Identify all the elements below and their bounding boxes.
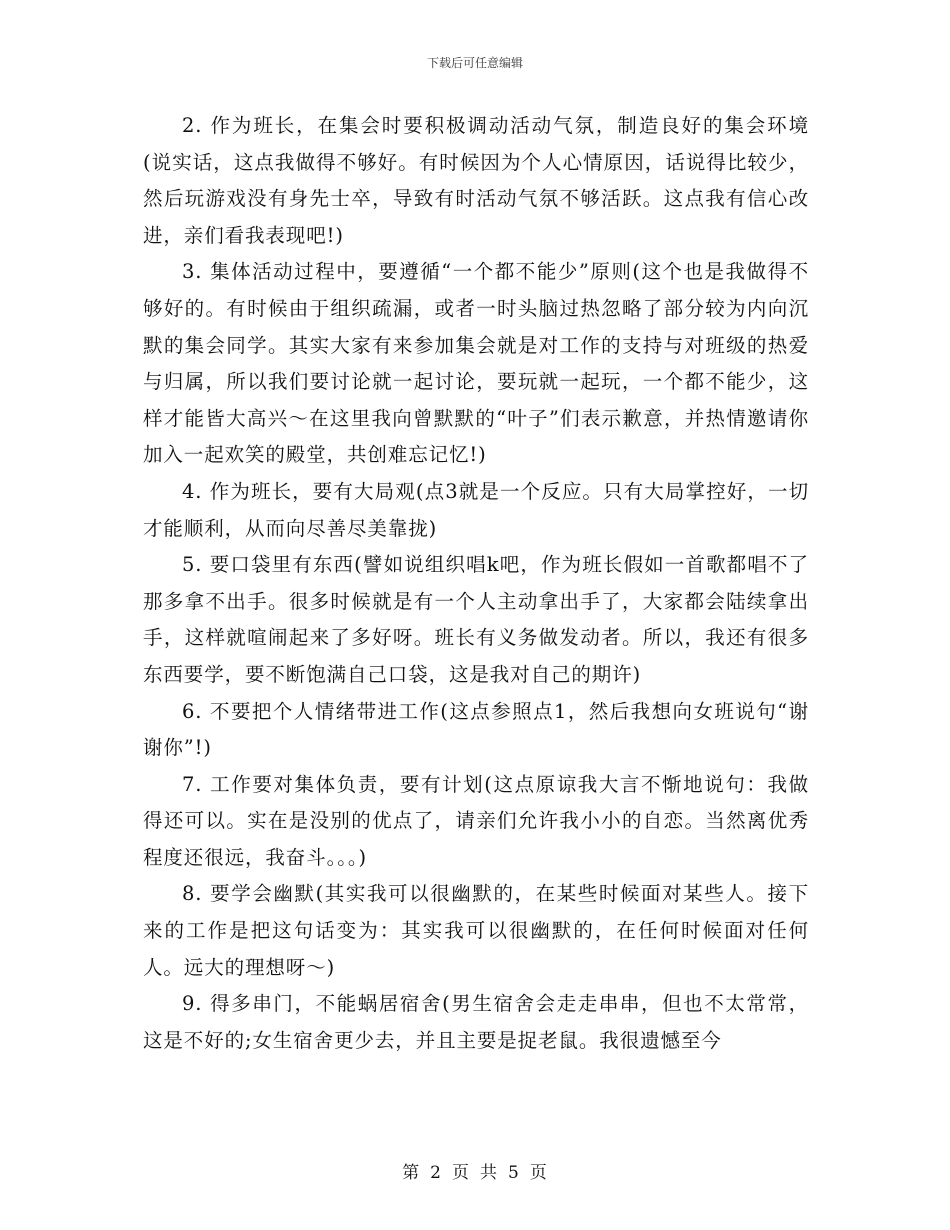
paragraph-9: 9. 得多串门，不能蜗居宿舍(男生宿舍会走走串串，但也不太常常，这是不好的;女生宿舍更少去，并且主要是捉老鼠。我很遗憾至今 [143,992,809,1052]
paragraph-5: 5. 要口袋里有东西(譬如说组织唱k吧，作为班长假如一首歌都唱不了那多拿不出手。很多时候就是有一个人主动拿出手了，大家都会陆续拿出手，这样就喧闹起来了多好呀。班长有义务做发动者。所以，我还有很多东西要学，要不断饱满自己口袋，这是我对自己的期许) [143,553,809,686]
page-footer [0,1158,950,1183]
paragraph-2: 2. 作为班长，在集会时要积极调动活动气氛，制造良好的集会环境(说实话，这点我做得不够好。有时候因为个人心情原因，话说得比较少，然后玩游戏没有身先士卒，导致有时活动气氛不够活跃。这点我有信心改进，亲们看我表现吧!) [143,114,809,247]
footer-current-page: 2 [430,1163,442,1183]
page-header: 下载后可任意编辑 [426,56,523,70]
footer-label-di: 第 [402,1163,421,1183]
paragraph-8: 8. 要学会幽默(其实我可以很幽默的，在某些时候面对某些人。接下来的工作是把这句话变为：其实我可以很幽默的，在任何时候面对任何人。远大的理想呀～) [143,882,809,979]
paragraph-6: 6. 不要把个人情绪带进工作(这点参照点1，然后我想向女班说句“谢谢你”!) [143,699,809,760]
paragraph-4: 4. 作为班长，要有大局观(点3就是一个反应。只有大局掌控好，一切才能顺利，从而向尽善尽美靠拢) [143,479,809,540]
paragraph-3: 3. 集体活动过程中，要遵循“一个都不能少”原则(这个也是我做得不够好的。有时候由于组织疏漏，或者一时头脑过热忽略了部分较为内向沉默的集会同学。其实大家有来参加集会就是对工作的支持与对班级的热爱与归属，所以我们要讨论就一起讨论，要玩就一起玩，一个都不能少，这样才能皆大高兴～在这里我向曾默默的“叶子”们表示歉意，并热情邀请你加入一起欢笑的殿堂，共创难忘记忆!) [143,260,809,467]
footer-label-gong: 共 [480,1163,498,1183]
footer-total-pages: 5 [508,1163,520,1183]
paragraph-7: 7. 工作要对集体负责，要有计划(这点原谅我大言不惭地说句：我做得还可以。实在是没别的优点了，请亲们允许我小小的自恋。当然离优秀程度还很远，我奋斗。。。) [143,772,809,869]
document-body [143,108,809,1059]
footer-label-ye: 页 [452,1163,470,1183]
footer-label-ye-2: 页 [529,1163,548,1183]
